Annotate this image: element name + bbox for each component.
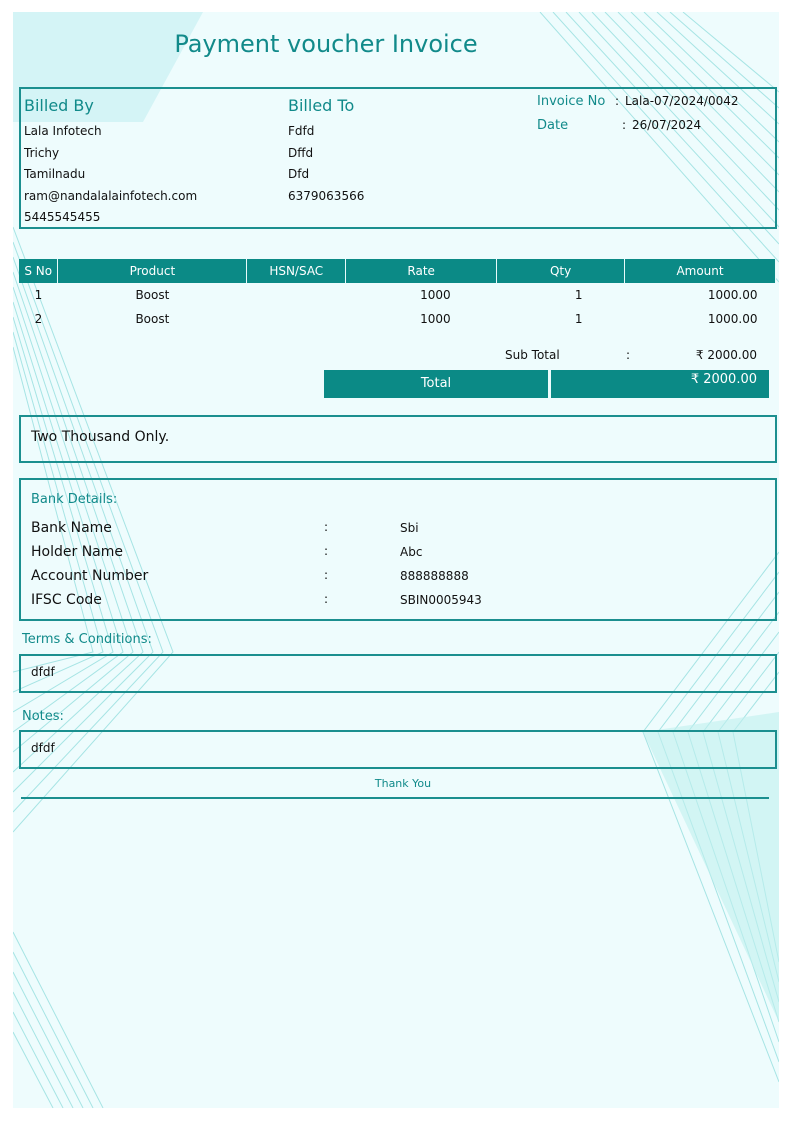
billed-by-heading: Billed By [24, 96, 94, 115]
invoice-no-label: Invoice No [537, 94, 606, 109]
terms-heading: Terms & Conditions: [22, 632, 152, 647]
bank-name-label: Bank Name [31, 520, 112, 536]
notes-heading: Notes: [22, 709, 64, 724]
cell-sno: 1 [34, 288, 43, 302]
col-header-rate: Rate [346, 259, 497, 283]
total-value: ₹ 2000.00 [551, 370, 769, 398]
billed-by-block [24, 121, 197, 229]
invoice-page [13, 12, 779, 1108]
cell-qty: 1 [574, 312, 583, 326]
total-label: Total [324, 370, 548, 398]
subtotal-colon: : [626, 348, 631, 362]
terms-text: dfdf [31, 665, 55, 679]
account-number-value: 888888888 [400, 569, 469, 583]
col-header-product: Product [58, 259, 247, 283]
billed-to-line-2: Dffd [288, 145, 314, 160]
col-header-hsn: HSN/SAC [247, 259, 346, 283]
bank-details-heading: Bank Details: [31, 492, 118, 507]
ifsc-code-label: IFSC Code [31, 592, 102, 608]
cell-hsn [247, 307, 346, 331]
notes-box [19, 730, 777, 769]
amount-in-words: Two Thousand Only. [31, 429, 170, 445]
billed-by-city: Trichy [24, 145, 60, 160]
col-header-sno: S No [19, 259, 58, 283]
billed-by-email: ram@nandalalainfotech.com [24, 188, 198, 203]
bank-name-value: Sbi [400, 521, 419, 535]
page-title: Payment voucher Invoice [174, 30, 478, 58]
date-value: 26/07/2024 [632, 118, 702, 132]
billed-to-line-3: Dfd [288, 167, 310, 181]
items-header-row [19, 259, 776, 283]
invoice-no-colon: : [615, 94, 620, 108]
cell-amount: 1000.00 [707, 312, 758, 326]
terms-box [19, 654, 777, 693]
notes-text: dfdf [31, 741, 55, 755]
cell-rate: 1000 [420, 312, 451, 326]
ifsc-code-value: SBIN0005943 [400, 593, 482, 607]
billed-to-heading: Billed To [288, 96, 355, 115]
amount-in-words-box [19, 415, 777, 463]
holder-name-colon: : [324, 544, 329, 558]
holder-name-value: Abc [400, 545, 423, 559]
date-colon: : [622, 118, 627, 132]
col-header-qty: Qty [497, 259, 625, 283]
cell-product: Boost [135, 312, 170, 326]
cell-sno: 2 [34, 312, 43, 326]
date-label: Date [537, 118, 569, 133]
bank-name-colon: : [324, 520, 329, 534]
cell-rate: 1000 [420, 288, 451, 302]
account-number-label: Account Number [31, 568, 149, 584]
billed-by-phone: 5445545455 [24, 210, 101, 224]
subtotal-value: ₹ 2000.00 [695, 348, 757, 362]
billed-to-name: Fdfd [288, 124, 315, 138]
cell-hsn [247, 283, 346, 307]
thank-you-text: Thank You [374, 777, 432, 790]
cell-qty: 1 [574, 288, 583, 302]
account-number-colon: : [324, 568, 329, 582]
table-row [19, 283, 776, 307]
subtotal-label: Sub Total [505, 348, 560, 362]
cell-product: Boost [135, 288, 170, 302]
cell-amount: 1000.00 [707, 288, 758, 302]
items-table [19, 259, 776, 331]
col-header-amount: Amount [625, 259, 776, 283]
billed-by-name: Lala Infotech [24, 124, 102, 138]
table-row [19, 307, 776, 331]
holder-name-label: Holder Name [31, 544, 123, 560]
bank-details-box [19, 478, 777, 621]
billed-to-block [288, 121, 364, 207]
billed-to-phone: 6379063566 [288, 188, 365, 203]
footer-divider [21, 797, 769, 799]
ifsc-code-colon: : [324, 592, 329, 606]
billed-by-state: Tamilnadu [24, 167, 86, 181]
invoice-no-value: Lala-07/2024/0042 [625, 94, 739, 108]
